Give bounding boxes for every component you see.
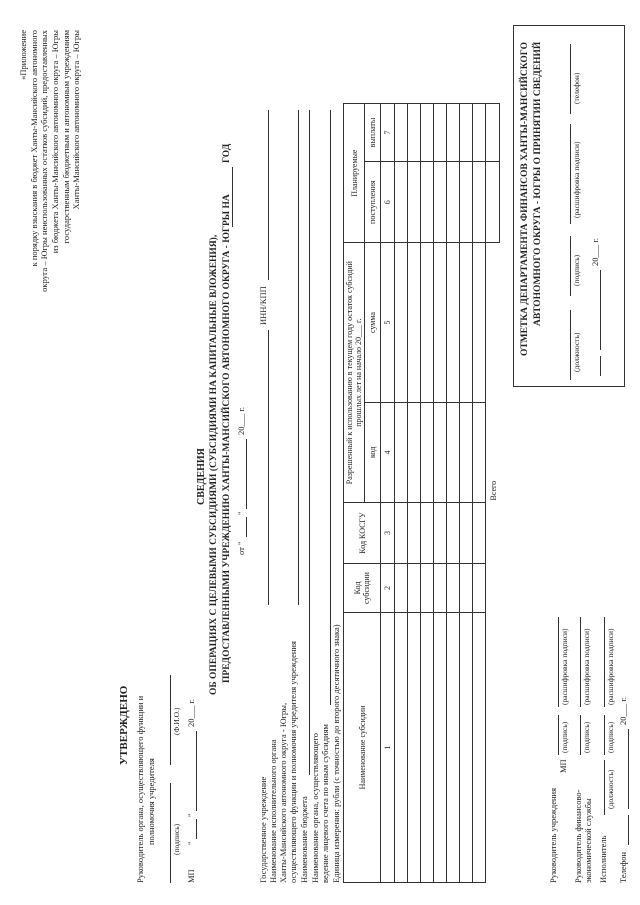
appendix-line: государственным бюджетным и автономным учреждениям: [60, 30, 71, 244]
col-num: 7: [381, 104, 395, 162]
sub-code-header: код: [365, 402, 381, 502]
sig-cap-sign-2: (подпись): [582, 721, 591, 753]
dept-cap-position: (должность): [572, 332, 581, 372]
col-planned-header: Планируемые: [344, 104, 365, 243]
col-num: 4: [381, 402, 395, 502]
approval-mp: МП: [186, 869, 196, 883]
sig-mp: МП: [558, 759, 568, 773]
appendix-line: к порядку взыскания в бюджет Ханты-Мансийского автономного: [28, 30, 39, 267]
appendix-line: «Приложение: [18, 30, 28, 80]
dept-mark-box: [513, 25, 625, 387]
appendix-line: из бюджета Ханты-Мансийского автономного округа – Югры: [49, 30, 60, 254]
appendix-line: округа – Югры неиспользованных остатков субсидий, предоставленных: [39, 30, 50, 292]
inn-label: ИНН/КПП: [258, 286, 268, 325]
field-exec-organ: Наименование исполнительного органа: [268, 739, 278, 883]
approval-head-line1: Руководитель органа, осуществляющего функции и: [135, 695, 145, 883]
subsidy-table: [343, 103, 500, 883]
approval-quote-close: ": [186, 813, 196, 817]
dept-cap-decode: (расшифровка подписи): [572, 141, 581, 218]
sub-pay-header: выплаты: [365, 104, 381, 162]
dept-year: 20___ г.: [590, 237, 600, 266]
col-name-header: Наименование субсидии: [344, 613, 381, 883]
field-institution: Государственное учреждение: [258, 776, 268, 883]
col-num: 5: [381, 243, 395, 402]
field-account-organ: Наименование органа, осуществляющего: [310, 732, 320, 883]
approval-title: УТВЕРЖДЕНО: [118, 685, 130, 765]
sig-cap-decode-3: (расшифровка подписи): [606, 628, 615, 705]
col-num: 1: [381, 613, 395, 883]
approval-quote-open: ": [186, 841, 196, 845]
col-allowed-header: Разрешенный к использованию в текущем году остаток субсидий прошлых лет на начало 20___ г.: [344, 243, 365, 503]
field-account-organ-2: ведение лицевого счета по иным субсидиям: [320, 724, 330, 883]
sub-income-header: поступления: [365, 162, 381, 243]
appendix-note: [18, 30, 82, 292]
total-label: Всего: [488, 480, 498, 501]
col-kosgu-header: Код КОСГУ: [344, 503, 381, 564]
dept-mark-title-2: АВТОНОМНОГО ОКРУГА - ЮГРЫ О ПРИНЯТИИ СВЕДЕНИЙ: [533, 41, 543, 326]
field-exec-organ-3: осуществляющего функции и полномочия учредителя учреждения: [288, 641, 298, 883]
sig-cap-position: (должность): [606, 769, 615, 809]
report-year-word: ГОД: [222, 143, 232, 163]
sig-head-fin-2: экономической службы: [583, 798, 593, 883]
col-num: 2: [381, 564, 395, 613]
col-num: 6: [381, 162, 395, 243]
field-unit: Единица измерения: рубли (с точностью до второго десятичного знака): [331, 624, 341, 883]
approval-year: 20___ г.: [186, 698, 196, 727]
report-title: СВЕДЕНИЯ: [196, 448, 207, 505]
col-code-header: Код субсидии: [344, 564, 381, 613]
approval-head-line2: полномочия учредителя: [146, 758, 156, 845]
sub-sum-header: сумма: [365, 243, 381, 402]
report-title-line2: ОБ ОПЕРАЦИЯХ С ЦЕЛЕВЫМИ СУБСИДИЯМИ (СУБСИДИЯМИ НА КАПИТАЛЬНЫЕ ВЛОЖЕНИЯ),: [209, 234, 219, 695]
sig-head-fin: Руководитель финансово-: [573, 789, 583, 883]
sig-cap-sign-3: (подпись): [606, 721, 615, 753]
dept-cap-phone: (телефон): [572, 72, 581, 104]
field-budget: Наименование бюджета: [299, 796, 309, 883]
dept-mark-title: ОТМЕТКА ДЕПАРТАМЕНТА ФИНАНСОВ ХАНТЫ-МАНСИЙСКОГО: [520, 42, 530, 356]
dept-cap-sign: (подпись): [572, 254, 581, 286]
sig-year: 20___ г.: [618, 696, 628, 725]
sig-phone: Телефон: [618, 851, 628, 883]
report-date-year: 20___ г.: [236, 406, 246, 435]
report-date-mid: ": [236, 511, 246, 515]
col-num: 3: [381, 503, 395, 564]
approval-sign-caption: (подпись): [172, 823, 181, 855]
sig-executor: Исполнитель: [598, 835, 608, 883]
report-title-line3: ПРЕДОСТАВЛЕННЫМИ УЧРЕЖДЕНИЮ ХАНТЫ-МАНСИЙСКОГО АВТОНОМНОГО ОКРУГА - ЮГРЫ НА: [222, 194, 232, 683]
appendix-line: Ханты-Мансийского автономного округа – Югры: [71, 30, 82, 210]
sig-cap-decode-2: (расшифровка подписи): [582, 628, 591, 705]
sig-cap-decode: (расшифровка подписи): [560, 628, 569, 705]
field-exec-organ-2: Ханты-Мансийского автономного округа - Югры,: [278, 702, 288, 883]
report-date-from: от ": [236, 541, 246, 555]
sig-head-inst: Руководитель учреждения: [548, 787, 558, 883]
sig-cap-sign: (подпись): [560, 721, 569, 753]
approval-fio-caption: (Ф.И.О.): [172, 707, 181, 735]
